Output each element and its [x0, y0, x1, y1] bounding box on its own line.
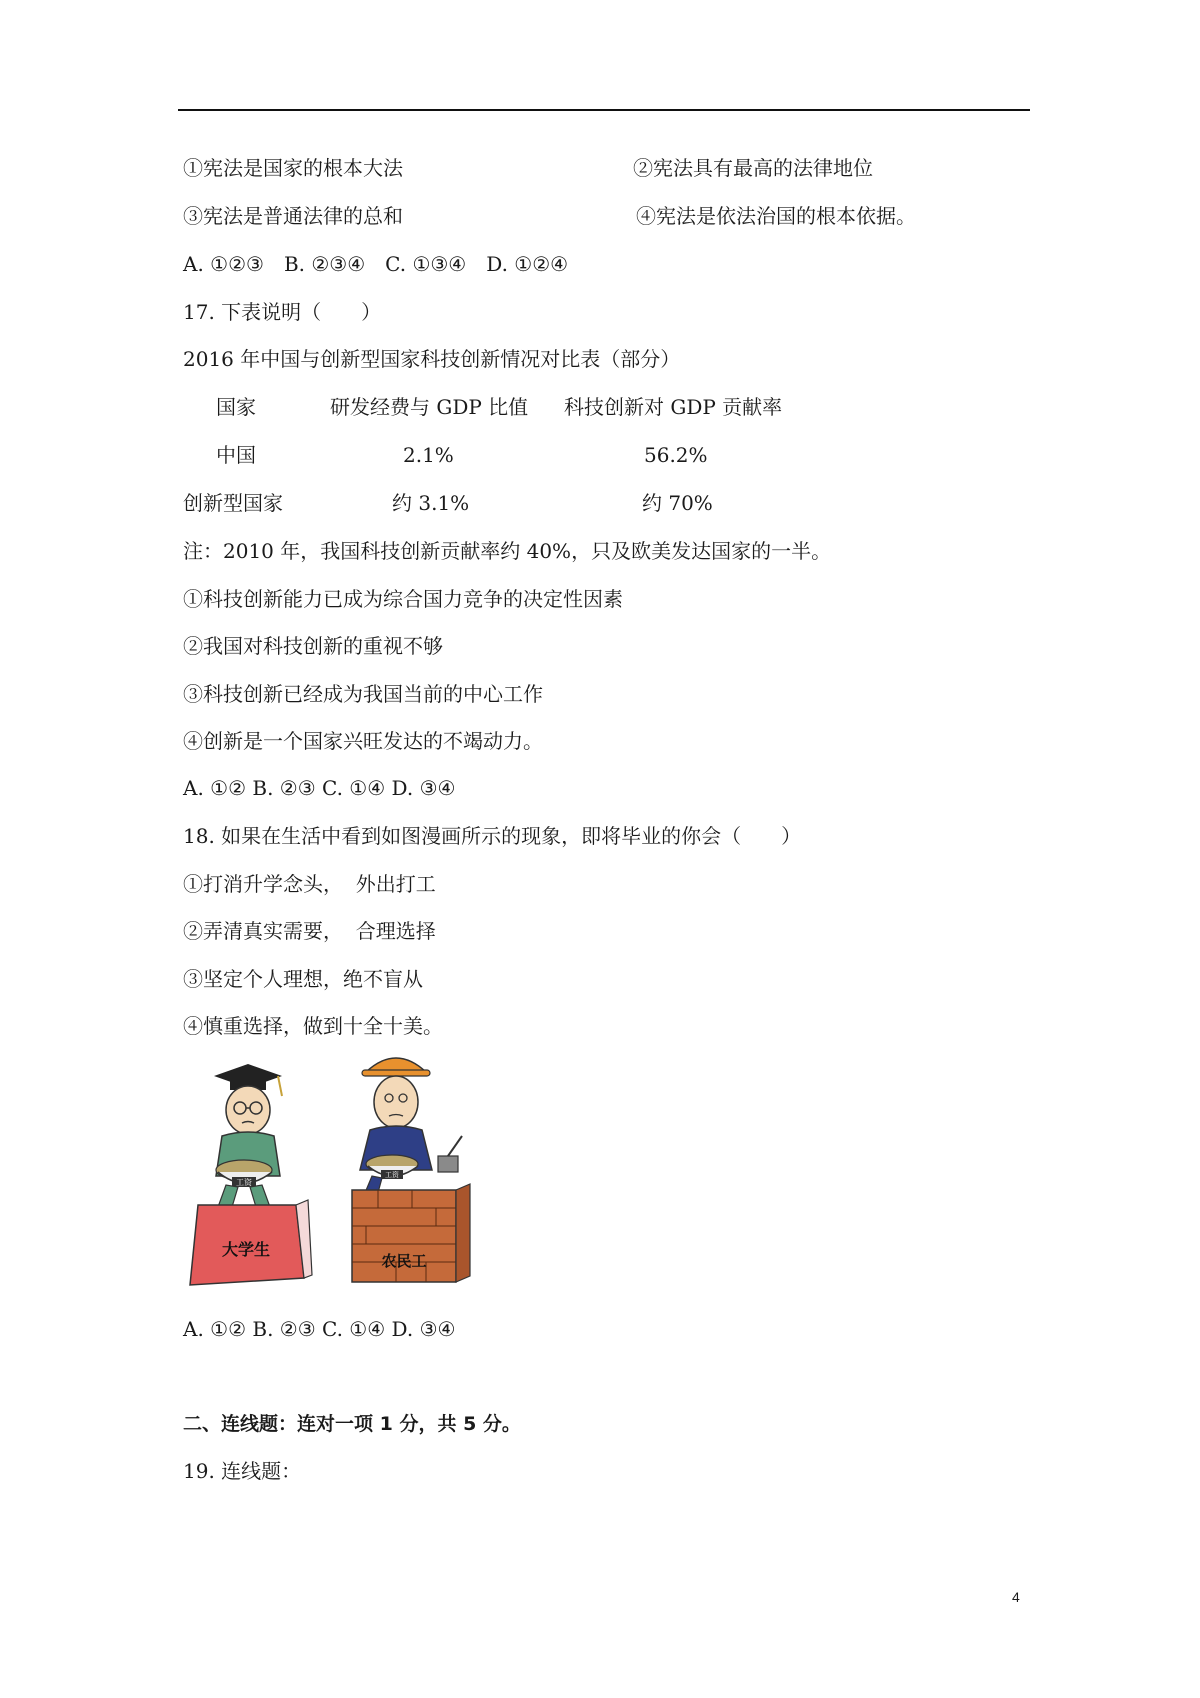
table-cell-innovative-rd: 约 3.1%: [392, 491, 470, 515]
table-header-rd-ratio: 研发经费与 GDP 比值: [330, 395, 529, 419]
header-rule: [178, 109, 1030, 111]
q16-option-3: ③宪法是普通法律的总和: [183, 204, 403, 228]
q17-item-2: ②我国对科技创新的重视不够: [183, 634, 443, 658]
q19-stem: 19. 连线题：: [183, 1459, 302, 1483]
table-cell-innovative-contribution: 约 70%: [642, 491, 713, 515]
q18-item-3: ③坚定个人理想，绝不盲从: [183, 967, 423, 991]
q18-choices: A. ①② B. ②③ C. ①④ D. ③④: [183, 1317, 456, 1341]
q17-stem: 17. 下表说明（ ）: [183, 300, 382, 324]
table-header-contribution: 科技创新对 GDP 贡献率: [564, 395, 783, 419]
q16-option-1: ①宪法是国家的根本大法: [183, 156, 403, 180]
page-number: 4: [1012, 1589, 1020, 1605]
table-cell-china: 中国: [216, 443, 256, 467]
graduate-figure: [214, 1064, 282, 1207]
table-title: 2016 年中国与创新型国家科技创新情况对比表（部分）: [183, 347, 681, 371]
right-seat-label: 农民工: [381, 1252, 427, 1270]
table-cell-china-contribution: 56.2%: [644, 443, 708, 467]
q17-item-3: ③科技创新已经成为我国当前的中心工作: [183, 682, 543, 706]
q16-choices: A. ①②③ B. ②③④ C. ①③④ D. ①②④: [183, 252, 569, 276]
q18-item-4: ④慎重选择，做到十全十美。: [183, 1014, 443, 1038]
brick-wall-seat: [352, 1184, 470, 1282]
q18-item-1: ①打消升学念头， 外出打工: [183, 872, 436, 896]
table-note: 注：2010 年，我国科技创新贡献率约 40%，只及欧美发达国家的一半。: [183, 539, 832, 563]
table-cell-china-rd: 2.1%: [403, 443, 454, 467]
left-bowl-label: 工资: [236, 1178, 252, 1187]
q17-choices: A. ①② B. ②③ C. ①④ D. ③④: [183, 776, 456, 800]
q18-item-2: ②弄清真实需要， 合理选择: [183, 919, 436, 943]
section-2-heading: 二、连线题：连对一项 1 分，共 5 分。: [183, 1413, 521, 1435]
q17-item-4: ④创新是一个国家兴旺发达的不竭动力。: [183, 729, 543, 753]
q16-option-4: ④宪法是依法治国的根本依据。: [636, 204, 916, 228]
q17-item-1: ①科技创新能力已成为综合国力竞争的决定性因素: [183, 587, 623, 611]
book-seat: [190, 1200, 312, 1285]
q16-option-2: ②宪法具有最高的法律地位: [633, 156, 873, 180]
table-cell-innovative: 创新型国家: [183, 491, 283, 515]
q18-stem: 18. 如果在生活中看到如图漫画所示的现象，即将毕业的你会（ ）: [183, 824, 802, 848]
right-bowl-label: 工资: [385, 1171, 399, 1179]
worker-figure: [360, 1058, 462, 1200]
left-seat-label: 大学生: [221, 1240, 271, 1259]
table-header-country: 国家: [216, 395, 256, 419]
cartoon-illustration: [186, 1050, 491, 1295]
